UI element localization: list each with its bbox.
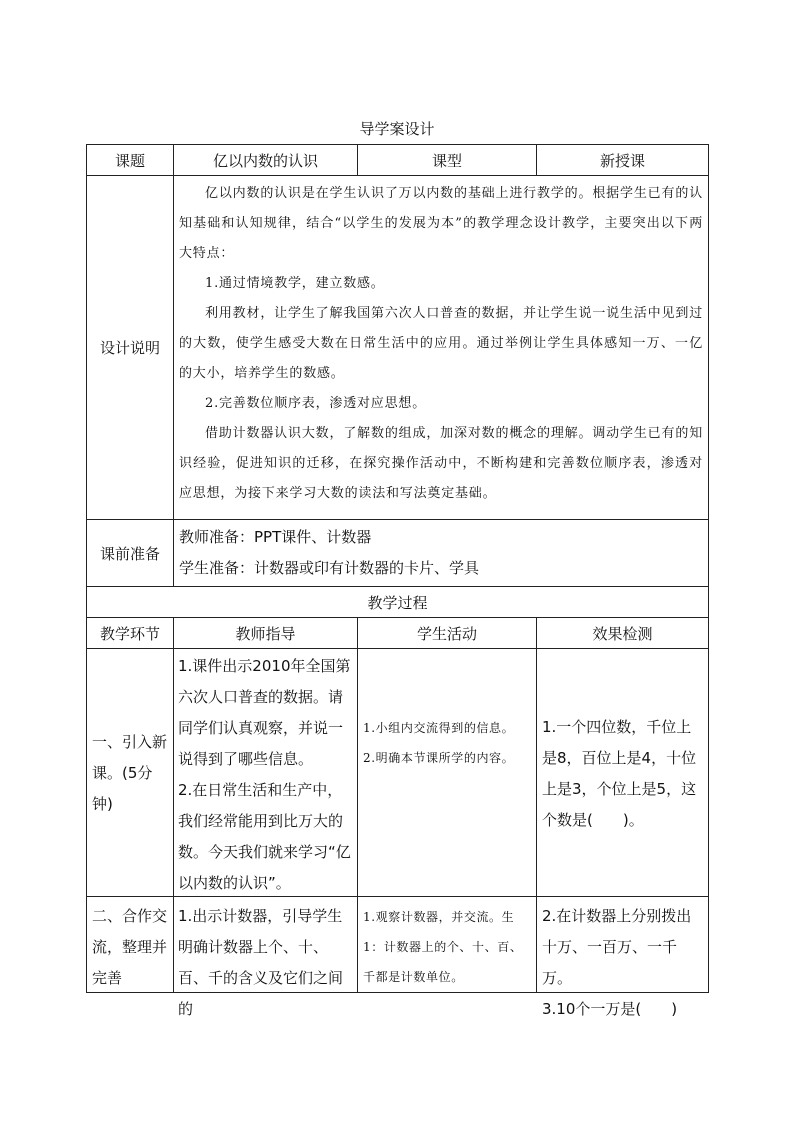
col-header-teacher: 教师指导 — [235, 624, 296, 643]
type-value: 新授课 — [599, 151, 645, 170]
col-divider — [173, 617, 174, 992]
student-cell: 1.观察计数器，并交流。生1：计数器上的个、十、百、千都是计数单位。 — [363, 910, 523, 984]
stage-cell: 二、合作交流，整理并完善 — [92, 907, 168, 987]
check-cell: 2.在计数器上分别拨出十万、一百万、一千万。 3.10个一万是( ) — [542, 907, 692, 1018]
col-divider — [173, 175, 174, 586]
label-prep: 课前准备 — [99, 544, 160, 563]
row-divider — [87, 519, 708, 520]
design-paragraph: 借助计数器认识大数，了解数的组成，加深对数的概念的理解。调动学生已有的知识经验，促进知识的迁移，在探究操作活动中，不断构建和完善数位顺序表，渗透对应思想，为接下来学习大数的读法和写法奠定基础。 — [179, 426, 703, 501]
design-paragraph: 亿以内数的认识是在学生认识了万以内数的基础上进行教学的。根据学生已有的认知基础和认知规律，结合“以学生的发展为本”的教学理念设计教学，主要突出以下两大特点： — [179, 186, 703, 261]
design-text — [179, 179, 703, 509]
prep-student: 学生准备：计数器或印有计数器的卡片、学具 — [179, 559, 480, 577]
col-header-student: 学生活动 — [416, 624, 477, 643]
label-type: 课型 — [431, 151, 462, 170]
row-divider — [87, 648, 708, 649]
topic-value: 亿以内数的认识 — [212, 151, 318, 170]
prep-content — [179, 522, 703, 584]
col-divider — [357, 617, 358, 992]
col-header-check: 效果检测 — [592, 624, 653, 643]
prep-teacher: 教师准备：PPT课件、计数器 — [179, 528, 372, 546]
label-design: 设计说明 — [99, 339, 160, 357]
label-topic: 课题 — [114, 151, 145, 170]
design-paragraph: 2.完善数位顺序表，渗透对应思想。 — [205, 396, 427, 411]
process-heading: 教学过程 — [367, 593, 428, 612]
teacher-cell: 1.出示计数器，引导学生明确计数器上个、十、百、千的含义及它们之间的 — [178, 907, 344, 1018]
row-divider — [87, 175, 708, 176]
col-divider — [536, 617, 537, 992]
stage-cell: 一、引入新课。(5分钟) — [92, 733, 168, 813]
document-title: 导学案设计 — [359, 120, 435, 138]
design-paragraph: 利用教材，让学生了解我国第六次人口普查的数据，并让学生说一说生活中见到过的大数，使学生感受大数在日常生活中的应用。通过举例让学生具体感知一万、一亿的大小，培养学生的数感。 — [179, 306, 703, 381]
teacher-cell: 1.课件出示2010年全国第六次人口普查的数据。请同学们认真观察，并说一说得到了哪些信息。 2.在日常生活和生产中，我们经常能用到比万大的数。今天我们就来学习“亿以内数的认识”。 — [178, 657, 351, 892]
col-header-stage: 教学环节 — [99, 624, 160, 643]
student-cell: 1.小组内交流得到的信息。 2.明确本节课所学的内容。 — [363, 721, 515, 765]
design-paragraph: 1.通过情境教学，建立数感。 — [205, 276, 385, 291]
lesson-plan-table — [86, 144, 709, 1018]
check-cell: 1.一个四位数，千位上是8，百位上是4，十位上是3，个位上是5，这个数是( )。 — [542, 718, 697, 829]
